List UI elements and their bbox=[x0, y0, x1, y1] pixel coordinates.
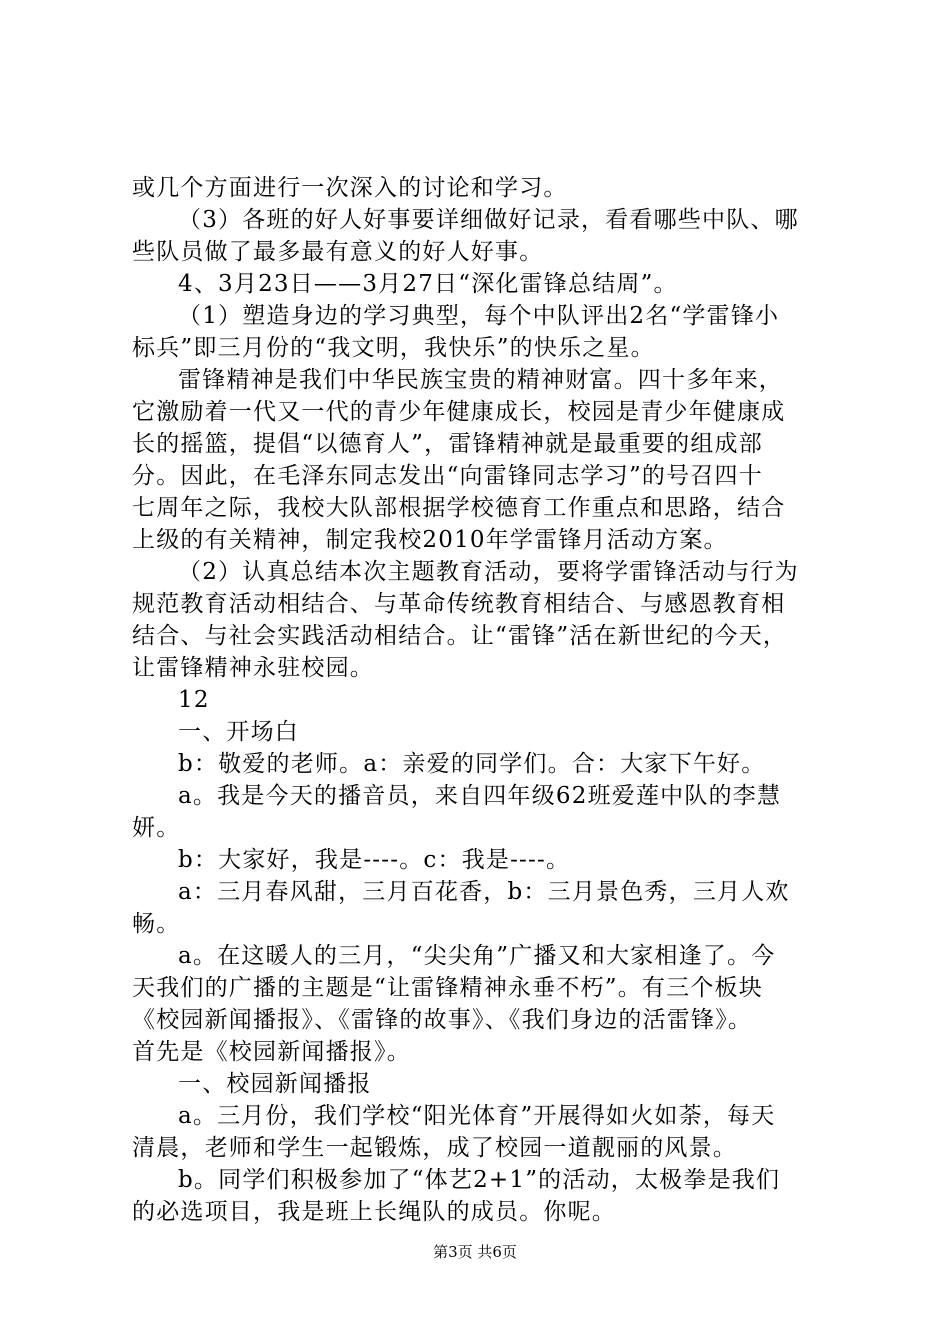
text-line: 雷锋精神是我们中华民族宝贵的精神财富。四十多年来， bbox=[178, 367, 783, 393]
text-line: 它激励着一代又一代的青少年健康成长，校园是青少年健康成 bbox=[132, 399, 786, 425]
document-body bbox=[132, 172, 832, 1228]
text-line: 或几个方面进行一次深入的讨论和学习。 bbox=[132, 175, 568, 201]
text-line: 畅。 bbox=[132, 911, 181, 937]
text-line: 《校园新闻播报》、《雷锋的故事》、《我们身边的活雷锋》。 bbox=[132, 1007, 753, 1033]
text-line: （1）塑造身边的学习典型，每个中队评出2名“学雷锋小 bbox=[178, 303, 780, 329]
text-line: 一、校园新闻播报 bbox=[178, 1071, 372, 1097]
text-line: 4、3月23日——3月27日“深化雷锋总结周”。 bbox=[178, 271, 678, 297]
text-line: 一、开场白 bbox=[178, 719, 299, 745]
text-line: b。同学们积极参加了“体艺2+1”的活动，太极拳是我们 bbox=[178, 1167, 781, 1193]
text-line: 分。因此，在毛泽东同志发出“向雷锋同志学习”的号召四十 bbox=[132, 463, 763, 489]
text-line: 些队员做了最多最有意义的好人好事。 bbox=[132, 239, 544, 265]
text-line: 长的摇篮，提倡“以德育人”，雷锋精神就是最重要的组成部 bbox=[132, 431, 763, 457]
text-line: 清晨，老师和学生一起锻炼，成了校园一道靓丽的风景。 bbox=[132, 1135, 737, 1161]
text-line: （3）各班的好人好事要详细做好记录，看看哪些中队、哪 bbox=[178, 207, 799, 233]
text-line: 妍。 bbox=[132, 815, 181, 841]
text-line: b：敬爱的老师。a：亲爱的同学们。合：大家下午好。 bbox=[178, 751, 766, 777]
text-line: 标兵”即三月份的“我文明，我快乐”的快乐之星。 bbox=[132, 335, 655, 361]
text-line: 的必选项目，我是班上长绳队的成员。你呢。 bbox=[132, 1199, 616, 1225]
text-line: 结合、与社会实践活动相结合。让“雷锋”活在新世纪的今天， bbox=[132, 623, 788, 649]
text-line: a。我是今天的播音员，来自四年级62班爱莲中队的李慧 bbox=[178, 783, 782, 809]
text-line: 让雷锋精神永驻校园。 bbox=[132, 655, 374, 681]
text-line: 上级的有关精神，制定我校2010年学雷锋月活动方案。 bbox=[132, 527, 728, 553]
text-line: 天我们的广播的主题是“让雷锋精神永垂不朽”。有三个板块 bbox=[132, 975, 763, 1001]
text-line: b：大家好，我是----。c：我是----。 bbox=[178, 847, 571, 873]
text-line: 七周年之际，我校大队部根据学校德育工作重点和思路，结合 bbox=[132, 495, 786, 521]
text-line: a：三月春风甜，三月百花香，b：三月景色秀，三月人欢 bbox=[178, 879, 790, 905]
text-line: a。在这暖人的三月，“尖尖角”广播又和大家相逢了。今 bbox=[178, 943, 776, 969]
text-line: 12 bbox=[178, 687, 210, 713]
text-line: a。三月份，我们学校“阳光体育”开展得如火如荼，每天 bbox=[178, 1103, 776, 1129]
page-footer: 第3页 共6页 bbox=[433, 1243, 517, 1261]
text-line: 首先是《校园新闻播报》。 bbox=[132, 1039, 411, 1065]
text-line: （2）认真总结本次主题教育活动，要将学雷锋活动与行为 bbox=[178, 559, 799, 585]
text-line: 规范教育活动相结合、与革命传统教育相结合、与感恩教育相 bbox=[132, 591, 786, 617]
